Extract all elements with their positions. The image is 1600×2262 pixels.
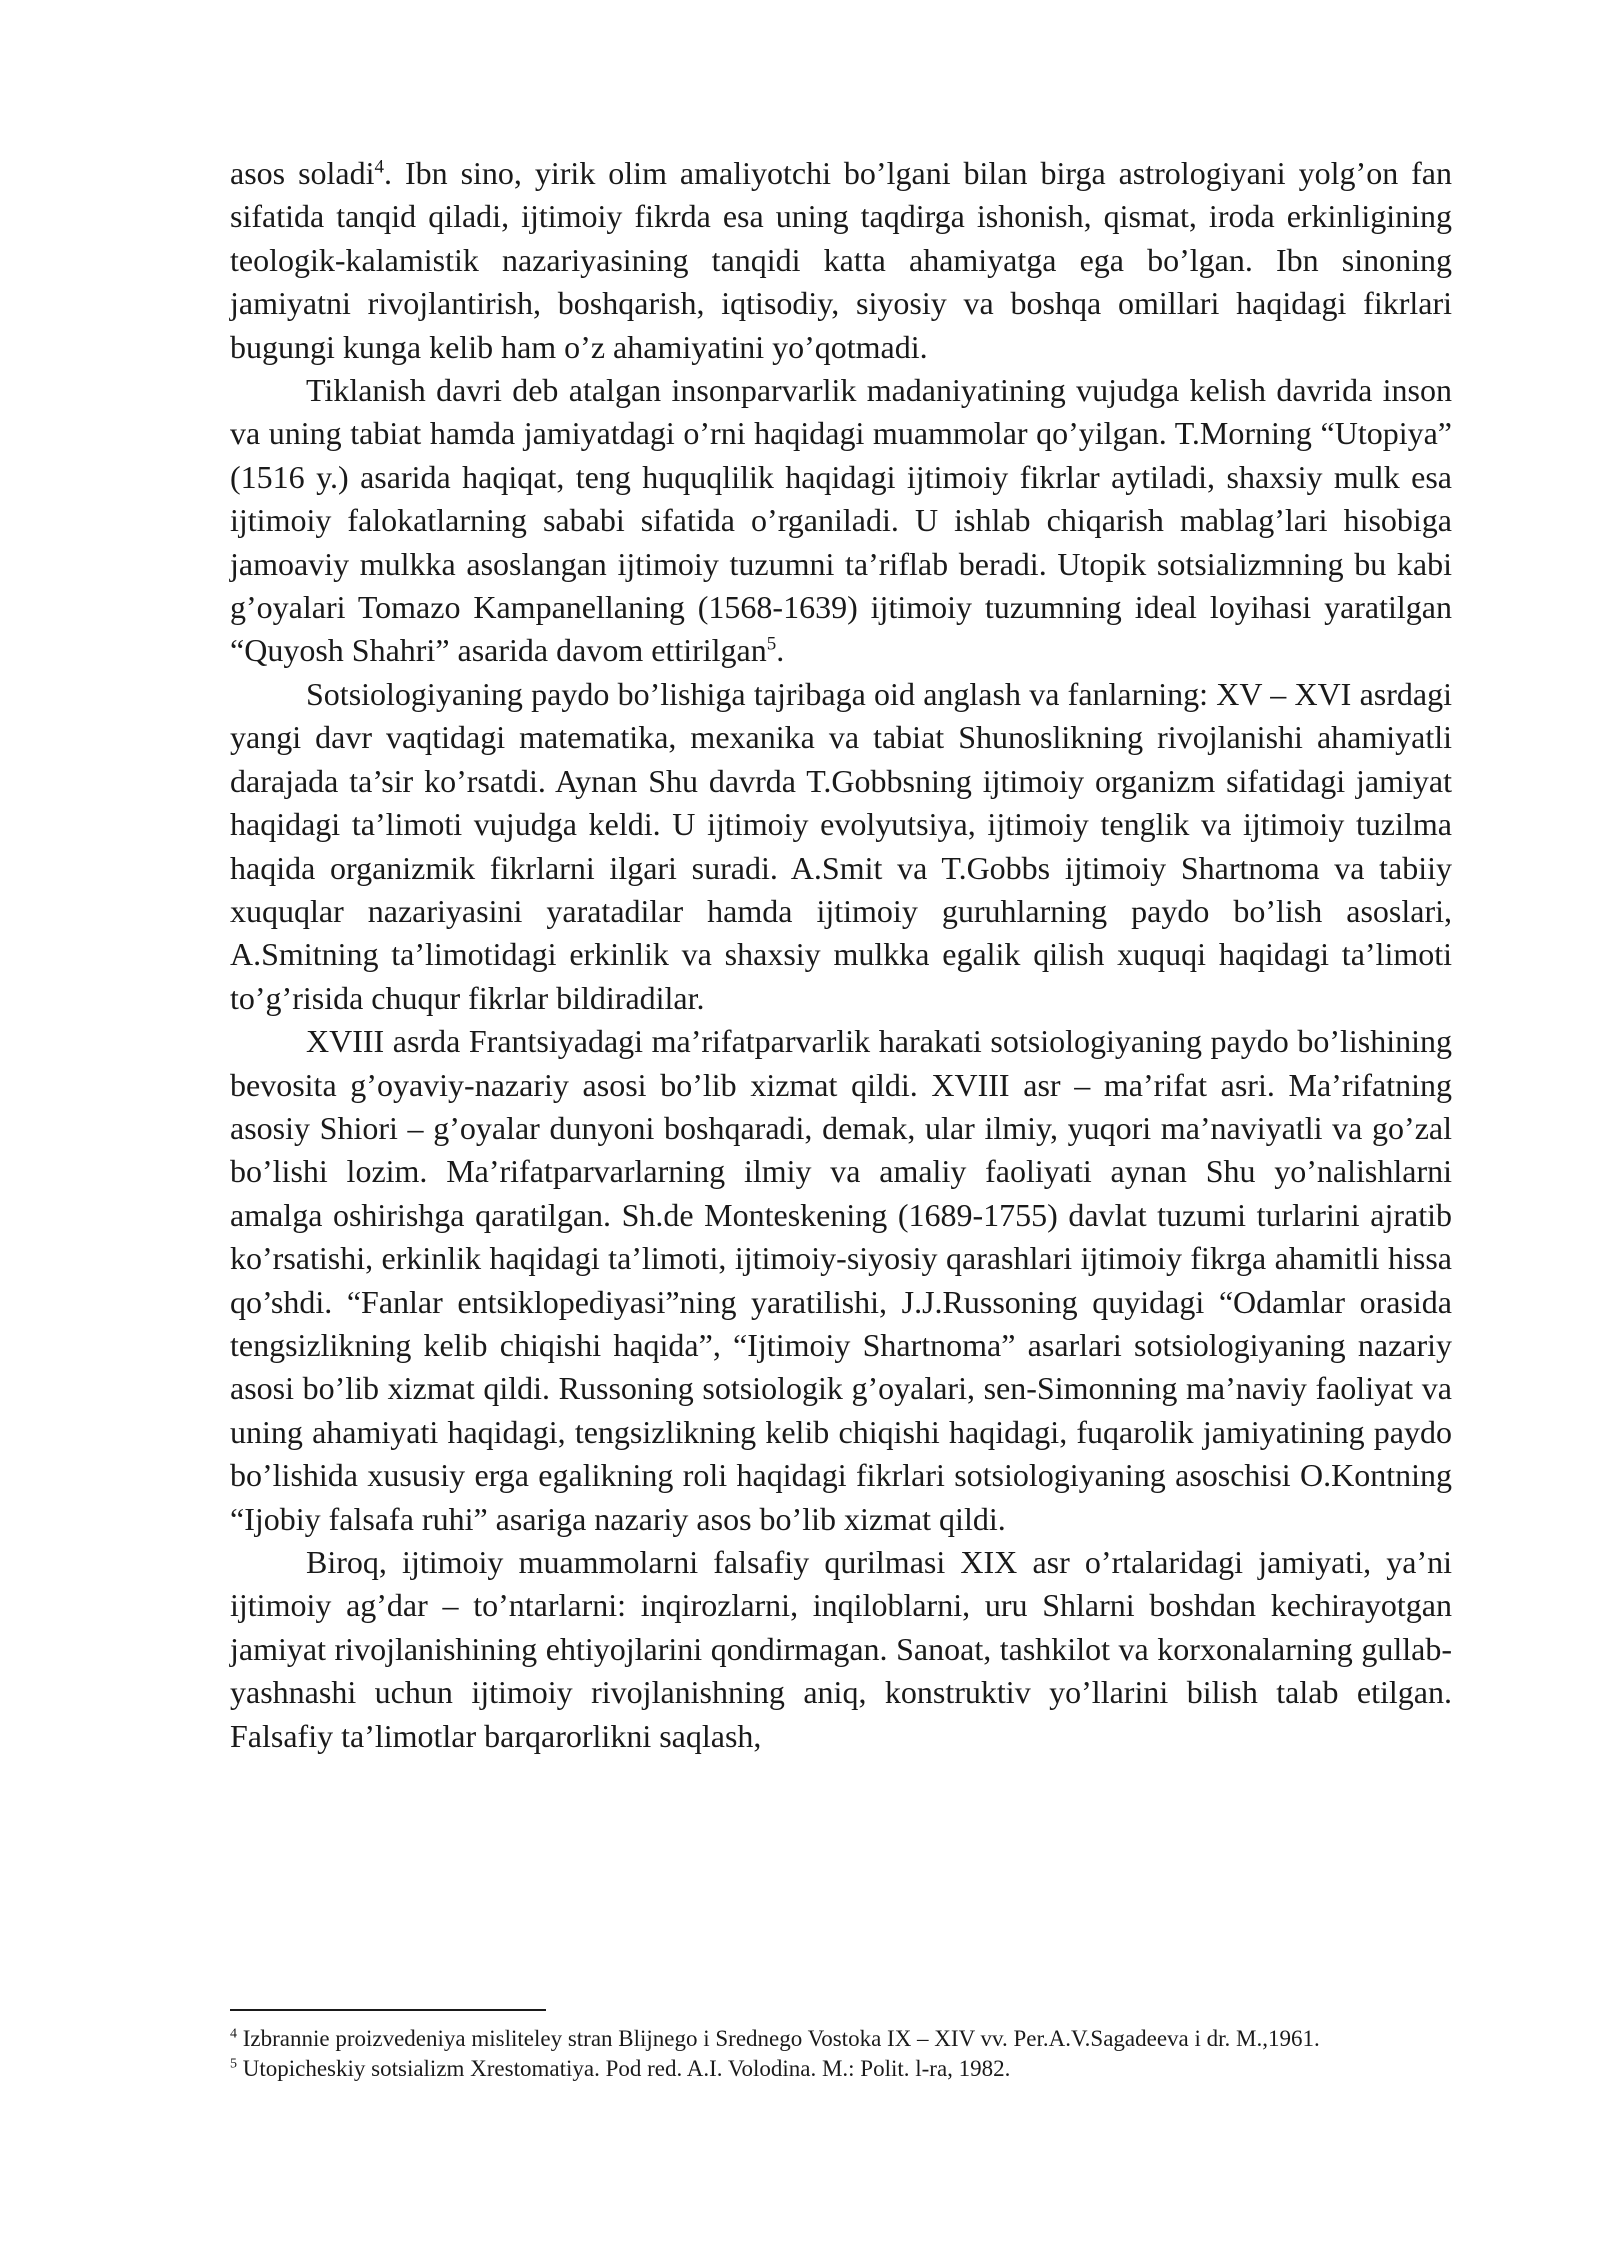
paragraph-text: asos soladi [230, 155, 375, 191]
paragraph [230, 369, 1452, 673]
footnote-text: Izbrannie proizvedeniya misliteley stran Blijnego i Srednego Vostoka IX – XIV vv. Per.A.V.Sagadeeva i dr. M.,1961. [237, 2026, 1320, 2051]
footnotes [230, 2024, 1452, 2084]
footnote [230, 2054, 1452, 2084]
body-text [230, 152, 1452, 1758]
paragraph-text: Biroq, ijtimoiy muammolarni falsafiy qurilmasi XIX asr o’rtalaridagi jamiyati, ya’ni ijtimoiy ag’dar – to’ntarlarni: inqirozlarni, inqiloblarni, uru Shlarni boshdan kechirayotgan jamiyat rivojlanishining ehtiyojlarini qondirmagan. Sanoat, tashkilot va korxonalarning gullab-yashnashi uchun ijtimoiy rivojlanishning aniq, konstruktiv yo’llarini bilish talab etilgan. Falsafiy ta’limotlar barqarorlikni saqlash, [230, 1544, 1452, 1754]
paragraph [230, 1541, 1452, 1758]
paragraph-text: Tiklanish davri deb atalgan insonparvarlik madaniyatining vujudga kelish davrida inson va uning tabiat hamda jamiyatdagi o’rni haqidagi muammolar qo’yilgan. T.Morning “Utopiya” (1516 y.) asarida haqiqat, teng huquqlilik haqidagi ijtimoiy fikrlar aytiladi, shaxsiy mulk esa ijtimoiy falokatlarning sababi sifatida o’rganiladi. U ishlab chiqarish mablag’lari hisobiga jamoaviy mulkka asoslangan ijtimoiy tuzumni ta’riflab beradi. Utopik sotsializmning bu kabi g’oyalari Tomazo Kampanellaning (1568-1639) ijtimoiy tuzumning ideal loyihasi yaratilgan “Quyosh Shahri” asarida davom ettirilgan [230, 372, 1452, 669]
paragraph [230, 152, 1452, 369]
paragraph [230, 673, 1452, 1020]
footnote [230, 2024, 1452, 2054]
paragraph [230, 1020, 1452, 1541]
footnote-reference[interactable]: 5 [766, 633, 777, 655]
footnote-mark: 5 [230, 2056, 237, 2072]
footnote-mark: 4 [230, 2026, 237, 2042]
paragraph-text: Sotsiologiyaning paydo bo’lishiga tajribaga oid anglash va fanlarning: XV – XVI asrdagi yangi davr vaqtidagi matematika, mexanika va tabiat Shunoslikning rivojlanishi ahamiyatli darajada ta’sir ko’rsatdi. Aynan Shu davrda T.Gobbsning ijtimoiy organizm sifatidagi jamiyat haqidagi ta’limoti vujudga keldi. U ijtimoiy evolyutsiya, ijtimoiy tenglik va ijtimoiy tuzilma haqida organizmik fikrlarni ilgari suradi. A.Smit va T.Gobbs ijtimoiy Shartnoma va tabiiy xuquqlar nazariyasini yaratadilar hamda ijtimoiy guruhlarning paydo bo’lish asoslari, A.Smitning ta’limotidagi erkinlik va shaxsiy mulkka egalik qilish xuquqi haqidagi ta’limoti to’g’risida chuqur fikrlar bildiradilar. [230, 675, 1452, 1016]
paragraph-text-continued: . Ibn sino, yirik olim amaliyotchi bo’lgani bilan birga astrologiyani yolg’on fan sifatida tanqid qiladi, ijtimoiy fikrda esa uning taqdirga ishonish, qismat, iroda erkinligining teologik-kalamistik nazariyasining tanqidi katta ahamiyatga ega bo’lgan. Ibn sinoning jamiyatni rivojlantirish, boshqarish, iqtisodiy, siyosiy va boshqa omillari haqidagi fikrlari bugungi kunga kelib ham o’z ahamiyatini yo’qotmadi. [230, 155, 1453, 365]
footnote-separator [230, 2009, 546, 2011]
footnote-reference[interactable]: 4 [374, 156, 385, 178]
footnote-text: Utopicheskiy sotsializm Xrestomatiya. Pod red. A.I. Volodina. M.: Polit. l-ra, 1982. [237, 2056, 1011, 2081]
paragraph-text-continued: . [776, 632, 785, 669]
paragraph-text: XVIII asrda Frantsiyadagi ma’rifatparvarlik harakati sotsiologiyaning paydo bo’lishining bevosita g’oyaviy-nazariy asosi bo’lib xizmat qildi. XVIII asr – ma’rifat asri. Ma’rifatning asosiy Shiori – g’oyalar dunyoni boshqaradi, demak, ular ilmiy, yuqori ma’naviyatli va go’zal bo’lishi lozim. Ma’rifatparvarlarning ilmiy va amaliy faoliyati aynan Shu yo’nalishlarni amalga oshirishga qaratilgan. Sh.de Monteskening (1689-1755) davlat tuzumi turlarini ajratib ko’rsatishi, erkinlik haqidagi ta’limoti, ijtimoiy-siyosiy qarashlari ijtimoiy fikrga ahamitli hissa qo’shdi. “Fanlar entsiklopediyasi”ning yaratilishi, J.J.Russoning quyidagi “Odamlar orasida tengsizlikning kelib chiqishi haqida”, “Ijtimoiy Shartnoma” asarlari sotsiologiyaning nazariy asosi bo’lib xizmat qildi. Russoning sotsiologik g’oyalari, sen-Simonning ma’naviy faoliyat va uning ahamiyati haqidagi, tengsizlikning kelib chiqishi haqidagi, fuqarolik jamiyatining paydo bo’lishida xususiy erga egalikning roli haqidagi fikrlari sotsiologiyaning asoschisi O.Kontning “Ijobiy falsafa ruhi” asariga nazariy asos bo’lib xizmat qildi. [230, 1023, 1452, 1537]
